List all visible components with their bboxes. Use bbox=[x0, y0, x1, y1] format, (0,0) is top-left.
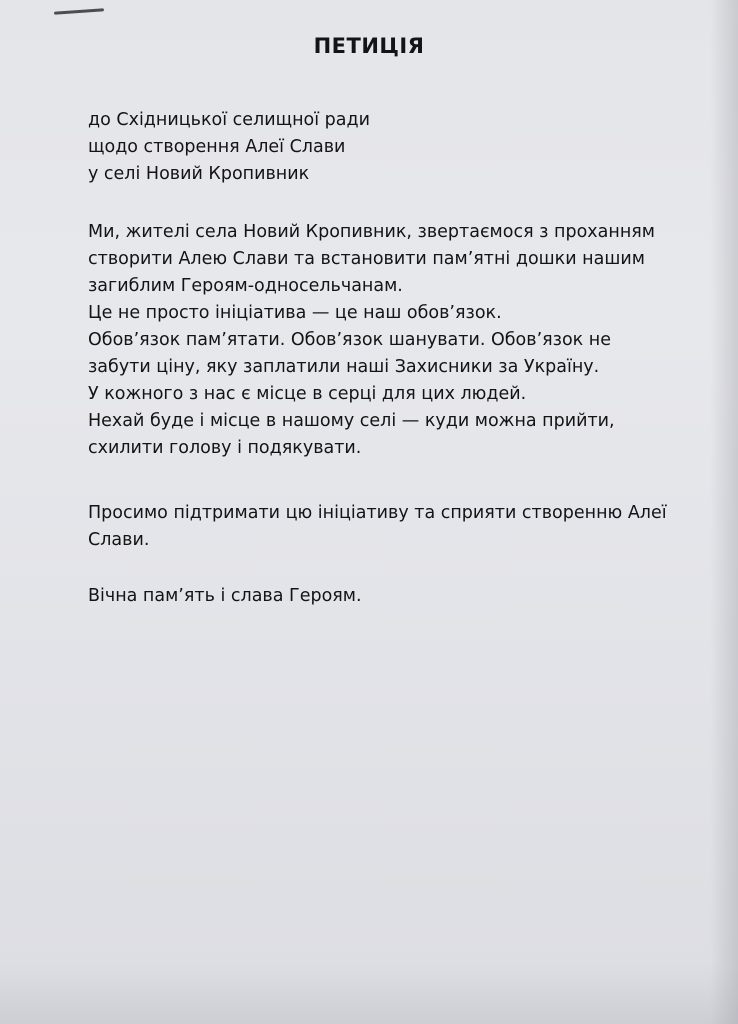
addressee-line: у селі Новий Кропивник bbox=[88, 164, 310, 184]
page-bottom-shadow bbox=[0, 964, 738, 1024]
body-line: Нехай буде і місце в нашому селі — куди можна прийти, bbox=[88, 411, 615, 431]
body-line: схилити голову і подякувати. bbox=[88, 438, 362, 458]
body-line: Ми, жителі села Новий Кропивник, звертаємося з проханням bbox=[88, 222, 655, 242]
addressee-line: щодо створення Алеї Слави bbox=[88, 137, 346, 157]
body-line: У кожного з нас є місце в серці для цих людей. bbox=[88, 384, 527, 404]
body-line: створити Алею Слави та встановити пам’ятні дошки нашим bbox=[88, 249, 645, 269]
addressee-block bbox=[88, 107, 708, 188]
body-line: забути ціну, яку заплатили наші Захисники за Україну. bbox=[88, 357, 600, 377]
page-edge-shadow bbox=[710, 0, 738, 1024]
body-line: Обов’язок пам’ятати. Обов’язок шанувати. Обов’язок не bbox=[88, 330, 612, 350]
addressee-line: до Східницької селищної ради bbox=[88, 110, 370, 130]
pen-mark bbox=[54, 8, 104, 14]
request-line: Слави. bbox=[88, 530, 150, 550]
document-title: ПЕТИЦІЯ bbox=[313, 34, 425, 58]
body-line: Це не просто ініціатива — це наш обов’язок. bbox=[88, 303, 502, 323]
request-paragraph bbox=[88, 500, 708, 554]
body-line: загиблим Героям-односельчанам. bbox=[88, 276, 403, 296]
closing-line: Вічна пам’ять і слава Героям. bbox=[88, 586, 362, 606]
request-line: Просимо підтримати цю ініціативу та сприяти створенню Алеї bbox=[88, 503, 667, 523]
body-paragraph bbox=[88, 219, 708, 462]
